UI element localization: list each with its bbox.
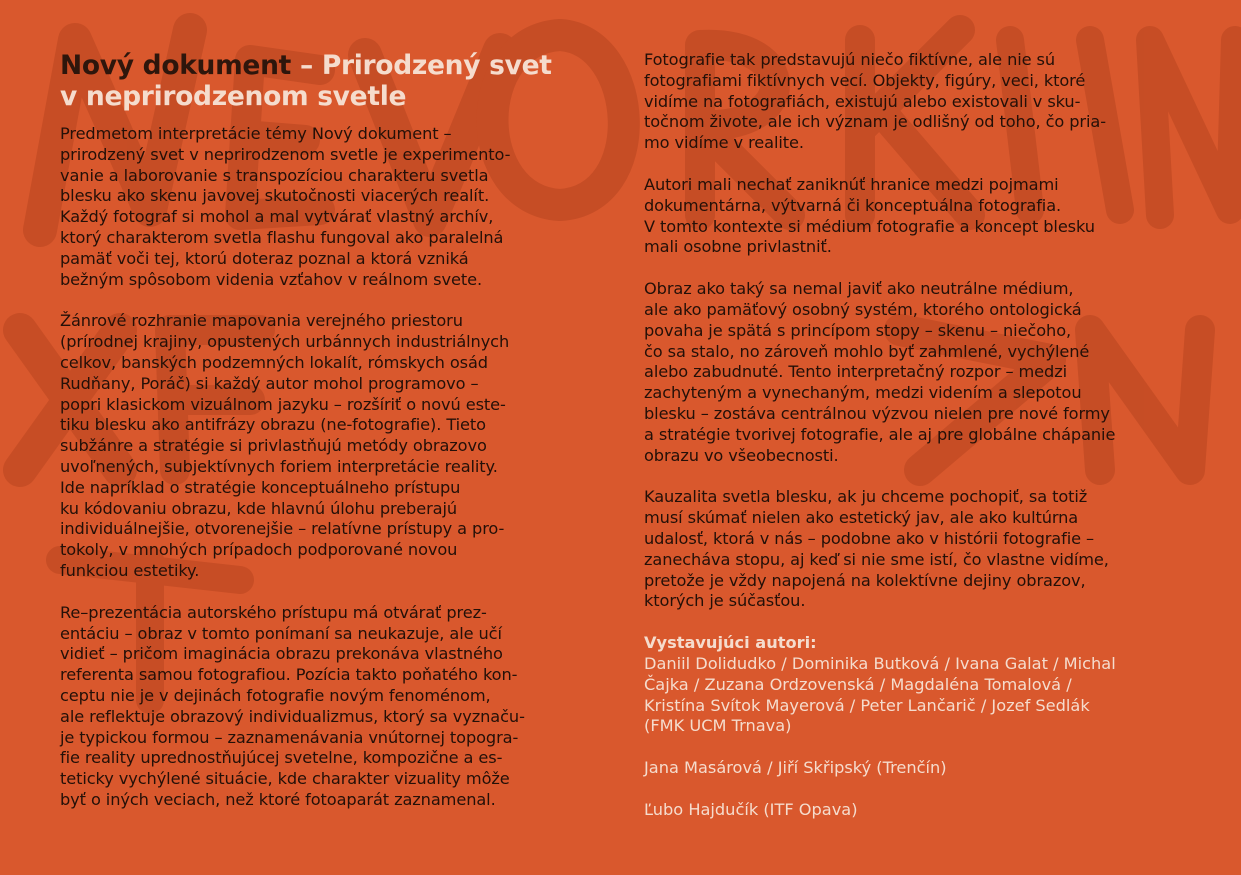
right-paragraph-1: Fotografie tak predstavujú niečo fiktívne, ale nie sú fotografiami fiktívnych vecí. Objekty, figúry, veci, ktoré vidíme na fotografiách, existujú alebo existovali v sku- točnom živote, ale ich význam je odlišný od toho, čo pria- mo vidíme v realite. (644, 50, 1106, 153)
left-column (60, 50, 620, 832)
right-paragraph-4: Kauzalita svetla blesku, ak ju chceme pochopiť, sa totiž musí skúmať nielen ako estetický jav, ale ako kultúrna udalosť, ktorá v nás – podobne ako v histórii fotografie – zanecháva stopu, aj keď si nie sme istí, čo vlastne vidíme, pretože je vždy napojená na kolektívne dejiny obrazov, ktorých je súčasťou. (644, 487, 1109, 611)
title-dash: – (291, 50, 322, 81)
right-paragraph-2: Autori mali nechať zaniknúť hranice medzi pojmami dokumentárna, výtvarná či konceptuálna fotografia. V tomto kontexte si médium fotografie a koncept blesku mali osobne privlastniť. (644, 174, 1095, 257)
page-title (60, 50, 620, 112)
artists-group-trnava: Daniil Dolidudko / Dominika Butková / Ivana Galat / Michal Čajka / Zuzana Ordzovenská / Magdaléna Tomalová / Kristína Svítok Mayerová / Peter Lančarič / Jozef Sedlák (FMK UCM Trnava) (644, 653, 1116, 736)
artists-section (644, 633, 1214, 821)
left-paragraph-1: Predmetom interpretácie témy Nový dokument – prirodzený svet v neprirodzenom svetle je experimento- vanie a laborovanie s transpozíciou charakteru svetla blesku ako skenu javovej skutočnosti viacerých realít. Každý fotograf si mohol a mal vytvárať vlastný archív, ktorý charakterom svetla flashu fungoval ako paralelná pamäť voči tej, ktorú doteraz poznal a ktorá vzniká bežným spôsobom videnia vzťahov v reálnom svete. (60, 124, 511, 289)
artists-group-trencin: Jana Masárová / Jiří Skřipský (Trenčín) (644, 758, 947, 778)
title-light-part-2: v neprirodzenom svetle (60, 81, 407, 112)
artists-heading: Vystavujúci autori: (644, 633, 817, 653)
artists-group-opava: Ľubo Hajdučík (ITF Opava) (644, 799, 858, 819)
right-column (644, 50, 1214, 842)
left-paragraph-3: Re–prezentácia autorského prístupu má otvárať prez- entáciu – obraz v tomto ponímaní sa neukazuje, ale učí vidieť – pričom imaginácia obrazu prekonáva vlastného referenta samou fotografiou. Pozícia takto poňatého kon- ceptu nie je v dejinách fotografie novým fenoménom, ale reflektuje obrazový individualizmus, ktorý sa vyznaču- je typickou formou – zaznamenávania vnútornej topogra- fie reality uprednostňujúcej svetelne, kompozične a es- teticky vychýlené situácie, kde charakter vizuality môže byť o iných veciach, než ktoré fotoaparát zaznamenal. (60, 602, 525, 809)
title-light-part-1: Prirodzený svet (321, 50, 552, 81)
left-paragraph-2: Žánrové rozhranie mapovania verejného priestoru (prírodnej krajiny, opustených urbánnych industriálnych celkov, banských podzemných lokalít, rómskych osád Rudňany, Poráč) si každý autor mohol programovo – popri klasickom vizuálnom jazyku – rozšíriť o novú este- tiku blesku ako antifrázy obrazu (ne-fotografie). Tieto subžánre a stratégie si privlastňujú metódy obrazovo uvoľnených, subjektívnych foriem interpretácie reality. Ide napríklad o stratégie konceptuálneho prístupu ku kódovaniu obrazu, kde hlavnú úlohu preberajú individuálnejšie, otvorenejšie – relatívne prístupy a pro- tokoly, v mnohých prípadoch podporované novou funkciou estetiky. (60, 311, 510, 580)
title-dark-part: Nový dokument (60, 50, 292, 81)
right-paragraph-3: Obraz ako taký sa nemal javiť ako neutrálne médium, ale ako pamäťový osobný systém, ktorého ontologická povaha je spätá s princípom stopy – skenu – niečoho, čo sa stalo, no zároveň mohlo byť zahmlené, vychýlené alebo zabudnuté. Tento interpretačný rozpor – medzi zachyteným a vynechaným, medzi videním a slepotou blesku – zostáva centrálnou výzvou nielen pre nové formy a stratégie tvorivej fotografie, ale aj pre globálne chápanie obrazu vo všeobecnosti. (644, 279, 1116, 465)
